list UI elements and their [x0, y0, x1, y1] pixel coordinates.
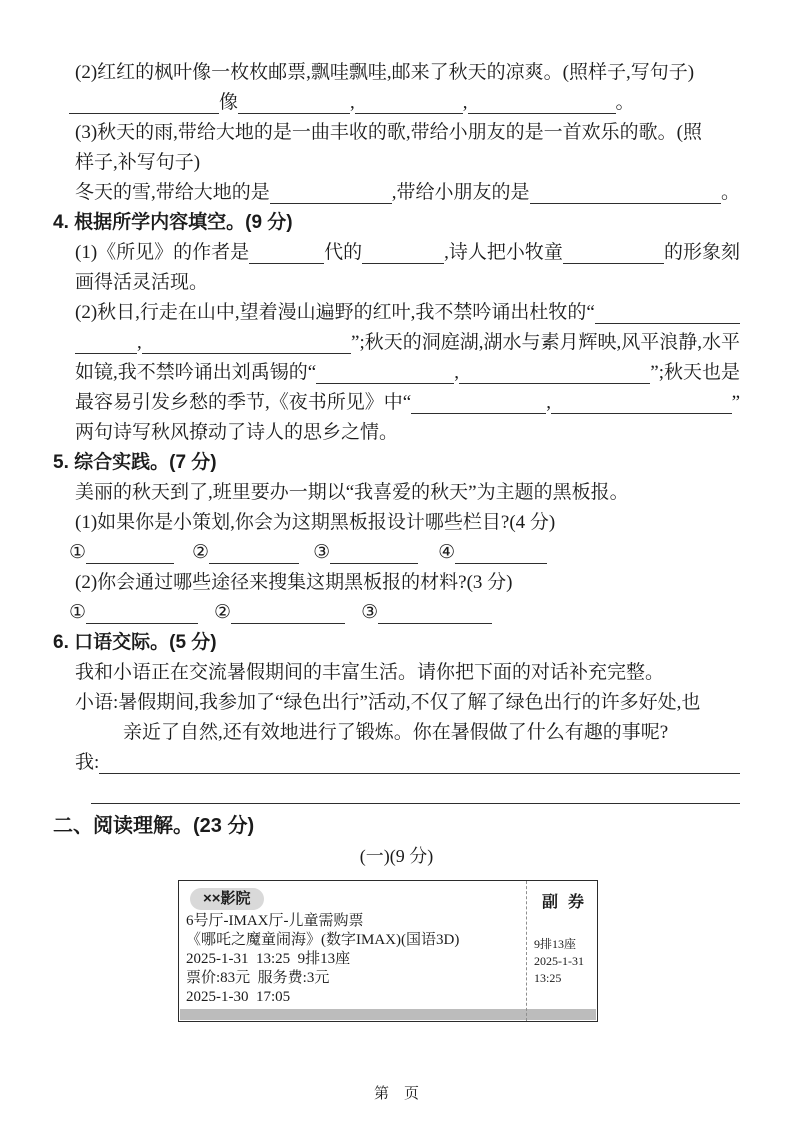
text-segment: 的形象刻 [663, 242, 740, 263]
q6-dialog-xiaoyu-line1 [53, 684, 740, 714]
q4-sub1-line2 [53, 264, 740, 294]
text-segment: 5. 综合实践。(7 分) [53, 452, 217, 473]
q5-intro [53, 474, 740, 504]
cinema-name-badge: ××影院 [190, 888, 264, 910]
text-segment: 。 [615, 92, 635, 113]
stub-label: 副 券 [541, 894, 587, 911]
q4-header [53, 204, 740, 234]
answer-blank [238, 88, 350, 114]
text-segment: 二、阅读理解。(23 分) [53, 815, 255, 837]
answer-blank [362, 238, 444, 264]
text-segment: (1)《所见》的作者是 [75, 242, 250, 263]
text-segment: 小语:暑假期间,我参加了“绿色出行”活动,不仅了解了绿色出行的许多好处,也 [75, 692, 701, 713]
q4-sub2-line5 [53, 414, 740, 444]
text-segment: ③ [313, 542, 331, 563]
spacer [345, 623, 361, 624]
stub-info-line: 2025-1-31 [534, 954, 584, 968]
answer-blank [378, 598, 492, 624]
q6-intro [53, 654, 740, 684]
text-segment: (2)红红的枫叶像一枚枚邮票,飘哇飘哇,邮来了秋天的凉爽。(照样子,写句子) [75, 62, 695, 83]
text-segment: (1)如果你是小策划,你会为这期黑板报设计哪些栏目?(4 分) [75, 512, 556, 533]
q5-sub2-prompt [53, 564, 740, 594]
answer-blank [91, 778, 740, 804]
stub-details [534, 936, 595, 987]
text-segment: 我: [75, 752, 100, 773]
stub-info-line: 9排13座 [534, 937, 577, 951]
text-segment: 像 [219, 92, 239, 113]
q4-sub1-line1 [53, 234, 740, 264]
text-segment: , [454, 362, 459, 383]
q4-sub2-line4 [53, 384, 740, 414]
ticket-stub-section [528, 881, 597, 1021]
spacer [418, 563, 438, 564]
answer-blank [209, 538, 299, 564]
answer-blank [270, 178, 392, 204]
answer-blank [75, 328, 137, 354]
exam-questions-area [53, 54, 740, 868]
ticket-info-line: 2025-1-31 13:25 9排13座 [186, 951, 351, 967]
answer-blank [142, 328, 351, 354]
answer-blank [249, 238, 324, 264]
text-segment: ③ [361, 602, 379, 623]
q5-header [53, 444, 740, 474]
answer-blank [231, 598, 345, 624]
q6-dialog-xiaoyu-line2 [53, 714, 740, 744]
q6-answer-line2 [53, 774, 740, 804]
answer-blank [551, 388, 732, 414]
answer-blank [455, 538, 547, 564]
text-segment: 美丽的秋天到了,班里要办一期以“我喜爱的秋天”为主题的黑板报。 [75, 482, 629, 503]
text-segment: (2)秋日,行走在山中,望着漫山遍野的红叶,我不禁吟诵出杜牧的“ [75, 302, 595, 323]
text-segment: 我和小语正在交流暑假期间的丰富生活。请你把下面的对话补充完整。 [75, 662, 665, 683]
answer-blank [355, 88, 463, 114]
text-segment: 画得活灵活现。 [75, 272, 209, 293]
ticket-info-line: 《哪吒之魔童闹海》(数字IMAX)(国语3D) [186, 932, 460, 948]
text-segment: 冬天的雪,带给大地的是 [75, 182, 270, 203]
text-segment: , [137, 332, 142, 353]
spacer [198, 623, 214, 624]
text-segment: ④ [438, 542, 456, 563]
spacer [174, 563, 192, 564]
q2-sub3-prompt-cont [53, 144, 740, 174]
text-segment: ”;秋天的洞庭湖,湖水与素月辉映,风平浪静,水平 [351, 332, 740, 353]
ticket-details [186, 912, 525, 1007]
answer-blank [459, 358, 650, 384]
stub-info-line: 13:25 [534, 971, 562, 985]
answer-blank [563, 238, 664, 264]
text-segment: ① [69, 602, 87, 623]
text-segment: ,带给小朋友的是 [391, 182, 530, 203]
text-segment: 如镜,我不禁吟诵出刘禹锡的“ [75, 362, 317, 383]
q4-sub2-line2 [53, 324, 740, 354]
ticket-info-line: 票价:83元 服务费:3元 [186, 970, 330, 986]
answer-blank [468, 88, 616, 114]
answer-blank [86, 598, 198, 624]
text-segment: ① [69, 542, 87, 563]
ticket-main-section [179, 881, 527, 1021]
text-segment: 样子,补写句子) [75, 152, 201, 173]
ticket-perforation-line [526, 881, 527, 1021]
page-footer: 第 页 [373, 1085, 419, 1102]
answer-blank [316, 358, 454, 384]
answer-blank [411, 388, 546, 414]
sec2-header [53, 804, 740, 838]
movie-ticket [178, 880, 598, 1022]
answer-blank [530, 178, 721, 204]
text-segment: (一)(9 分) [359, 846, 434, 866]
text-segment: (2)你会通过哪些途径来搜集这期黑板报的材料?(3 分) [75, 572, 513, 593]
q6-header [53, 624, 740, 654]
passage1-heading [53, 838, 740, 868]
text-segment: 6. 口语交际。(5 分) [53, 632, 217, 653]
q5-sub1-prompt [53, 504, 740, 534]
ticket-info-line: 6号厅-IMAX厅-儿童需购票 [186, 913, 364, 929]
q2-sub3-answer-line [53, 174, 740, 204]
q4-sub2-line3 [53, 354, 740, 384]
text-segment: ② [192, 542, 210, 563]
ticket-gray-bar [180, 1009, 596, 1020]
text-segment: , [546, 392, 551, 413]
answer-blank [595, 298, 740, 324]
q2-sub2-prompt [53, 54, 740, 84]
text-segment: ”;秋天也是 [650, 362, 740, 383]
text-segment: ,诗人把小牧童 [444, 242, 563, 263]
text-segment: , [462, 92, 468, 113]
q6-answer-line1 [53, 744, 740, 774]
text-segment: 代的 [324, 242, 363, 263]
spacer [299, 563, 313, 564]
answer-blank [99, 748, 740, 774]
q4-sub2-line1 [53, 294, 740, 324]
ticket-info-line: 2025-1-30 17:05 [186, 989, 291, 1005]
text-segment: ” [731, 392, 740, 413]
answer-blank [69, 88, 219, 114]
q2-sub2-answer-line [53, 84, 740, 114]
q5-sub2-blanks [53, 594, 740, 624]
q5-sub1-blanks [53, 534, 740, 564]
text-segment: (3)秋天的雨,带给大地的是一曲丰收的歌,带给小朋友的是一首欢乐的歌。(照 [75, 122, 702, 143]
text-segment: 两句诗写秋风撩动了诗人的思乡之情。 [75, 422, 399, 443]
text-segment: ② [214, 602, 232, 623]
text-segment: 最容易引发乡愁的季节,《夜书所见》中“ [75, 392, 412, 413]
text-segment: 4. 根据所学内容填空。(9 分) [53, 212, 293, 233]
text-segment: 亲近了自然,还有效地进行了锻炼。你在暑假做了什么有趣的事呢? [123, 722, 669, 743]
text-segment: , [350, 92, 355, 113]
q2-sub3-prompt [53, 114, 740, 144]
text-segment: 。 [720, 182, 740, 203]
answer-blank [86, 538, 174, 564]
answer-blank [330, 538, 418, 564]
